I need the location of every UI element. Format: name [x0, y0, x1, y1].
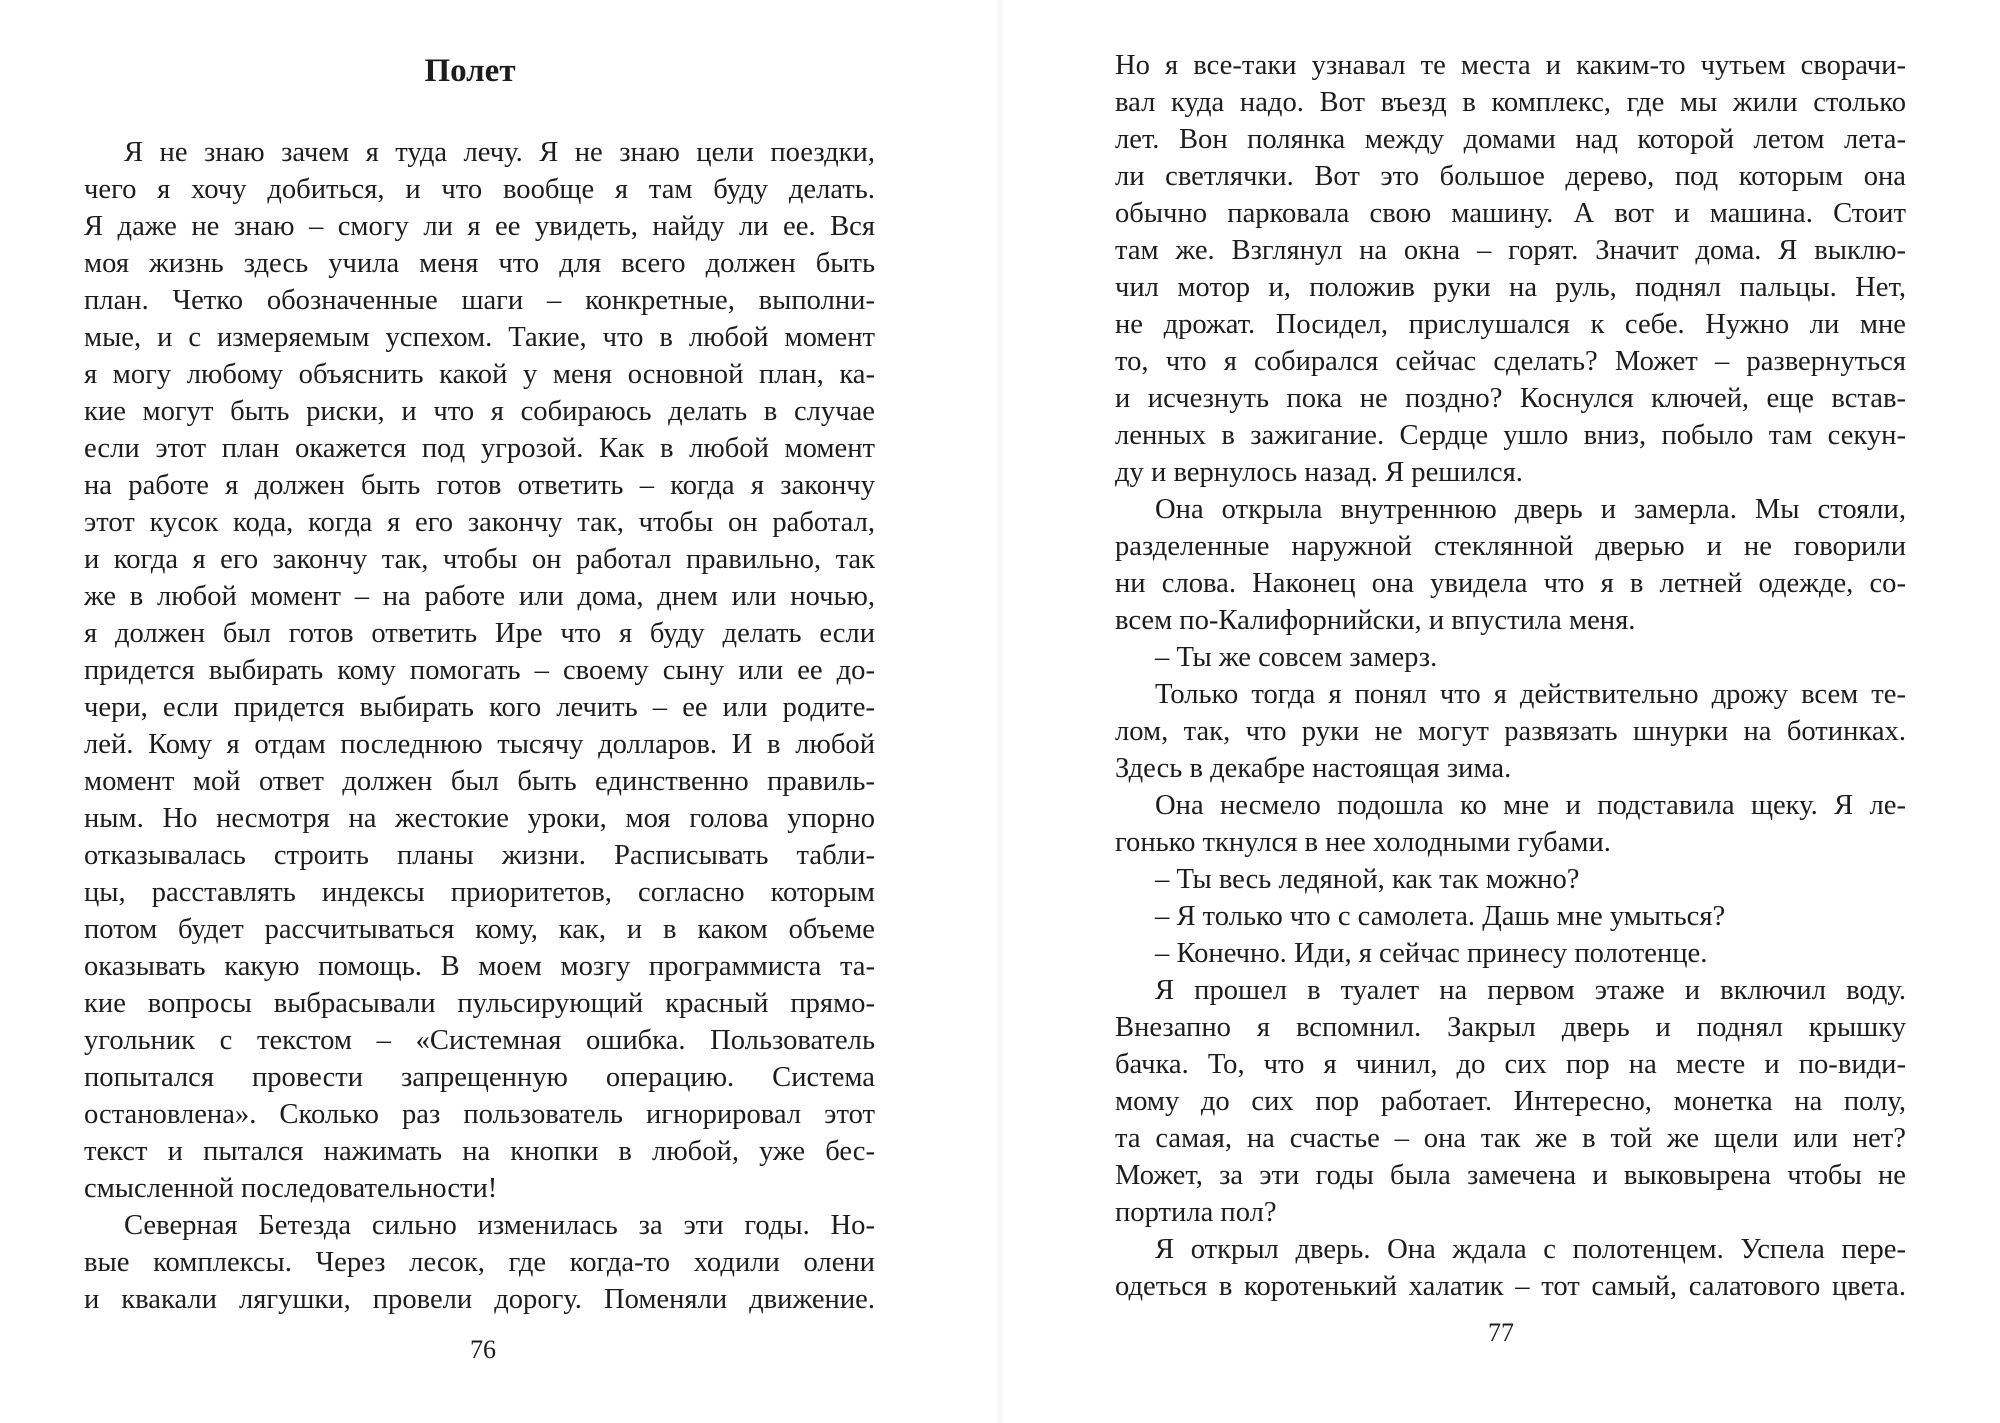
text-line: гонько ткнулся в нее холодными губами.	[1115, 827, 1611, 858]
text-line: мые, и с измеряемым успехом. Такие, что в любой момент	[84, 322, 875, 353]
text-line: ным. Но несмотря на жестокие уроки, моя голова упорно	[84, 803, 875, 834]
text-line: Она несмело подошла ко мне и подставила щеку. Я ле-	[1155, 790, 1906, 821]
text-line: не дрожат. Посидел, прислушался к себе. Нужно ли мне	[1115, 309, 1906, 340]
text-line: кие могут быть риски, и что я собираюсь делать в случае	[84, 396, 875, 427]
text-line: лей. Кому я отдам последнюю тысячу долларов. И в любой	[84, 729, 875, 760]
text-line: момент мой ответ должен был быть единственно правиль-	[84, 766, 875, 797]
text-line: разделенные наружной стеклянной дверью и не говорили	[1115, 531, 1906, 562]
text-line: Я открыл дверь. Она ждала с полотенцем. Успела пере-	[1155, 1234, 1906, 1265]
text-line: Внезапно я вспомнил. Закрыл дверь и поднял крышку	[1115, 1012, 1906, 1043]
text-line: чил мотор и, положив руки на руль, поднял пальцы. Нет,	[1115, 272, 1906, 303]
text-line: я могу любому объяснить какой у меня основной план, ка-	[84, 359, 875, 390]
text-line: вал куда надо. Вот въезд в комплекс, где мы жили столько	[1115, 87, 1906, 118]
text-line: Здесь в декабре настоящая зима.	[1115, 753, 1512, 784]
text-line: угольник с текстом – «Системная ошибка. Пользователь	[84, 1025, 875, 1056]
text-line: ни слова. Наконец она увидела что я в летней одежде, со-	[1115, 568, 1906, 599]
page-number-left: 76	[470, 1335, 496, 1364]
text-line: Я прошел в туалет на первом этаже и включил воду.	[1155, 975, 1906, 1006]
text-line: – Ты весь ледяной, как так можно?	[1155, 864, 1580, 895]
text-line: Может, за эти годы была замечена и выковырена чтобы не	[1115, 1160, 1906, 1191]
text-line: то, что я собирался сейчас сделать? Может – развернуться	[1115, 346, 1906, 377]
text-line: ли светлячки. Вот это большое дерево, под которым она	[1115, 161, 1906, 192]
text-line: потом будет рассчитываться кому, как, и в каком объеме	[84, 914, 875, 945]
text-line: остановлена». Сколько раз пользователь игнорировал этот	[84, 1099, 875, 1130]
chapter-title: Полет	[424, 53, 516, 89]
text-line: Но я все-таки узнавал те места и каким-то чутьем сворачи-	[1115, 50, 1906, 81]
text-line: – Конечно. Иди, я сейчас принесу полотенце.	[1155, 938, 1708, 969]
text-line: чего я хочу добиться, и что вообще я там буду делать.	[84, 174, 875, 205]
text-line: и когда я его закончу так, чтобы он работал правильно, так	[84, 544, 875, 575]
text-line: придется выбирать кому помогать – своему сыну или ее до-	[84, 655, 875, 686]
text-line: цы, расставлять индексы приоритетов, согласно которым	[84, 877, 875, 908]
text-line: там же. Взглянул на окна – горят. Значит дома. Я выклю-	[1115, 235, 1906, 266]
text-line: текст и пытался нажимать на кнопки в любой, уже бес-	[84, 1136, 875, 1167]
text-line: этот кусок кода, когда я его закончу так, чтобы он работал,	[84, 507, 875, 538]
text-line: бачка. То, что я чинил, до сих пор на месте и по-види-	[1115, 1049, 1906, 1080]
text-line: я должен был готов ответить Ире что я буду делать если	[84, 618, 875, 649]
text-line: моя жизнь здесь учила меня что для всего должен быть	[84, 248, 875, 279]
text-line: лом, так, что руки не могут развязать шнурки на ботинках.	[1115, 716, 1906, 747]
page-number-right: 77	[1488, 1318, 1514, 1347]
text-line: мому до сих пор работает. Интересно, монетка на полу,	[1115, 1086, 1906, 1117]
text-line: – Я только что с самолета. Дашь мне умыться?	[1155, 901, 1726, 932]
text-line: всем по-Калифорнийски, и впустила меня.	[1115, 605, 1636, 636]
text-line: на работе я должен быть готов ответить – когда я закончу	[84, 470, 875, 501]
text-line: оказывать какую помощь. В моем мозгу программиста та-	[84, 951, 875, 982]
text-line: портила пол?	[1115, 1197, 1277, 1228]
text-line: попытался провести запрещенную операцию. Система	[84, 1062, 875, 1093]
text-line: кие вопросы выбрасывали пульсирующий красный прямо-	[84, 988, 875, 1019]
text-line: – Ты же совсем замерз.	[1155, 642, 1438, 673]
text-line: Она открыла внутреннюю дверь и замерла. Мы стояли,	[1155, 494, 1906, 525]
text-line: вые комплексы. Через лесок, где когда-то ходили олени	[84, 1247, 875, 1278]
text-line: Только тогда я понял что я действительно дрожу всем те-	[1155, 679, 1906, 710]
text-line: план. Четко обозначенные шаги – конкретные, выполни-	[84, 285, 875, 316]
left-page-text	[84, 134, 875, 1318]
text-line: смысленной последовательности!	[84, 1173, 498, 1204]
text-line: лет. Вон полянка между домами над которой летом лета-	[1115, 124, 1906, 155]
text-line: же в любой момент – на работе или дома, днем или ночью,	[84, 581, 875, 612]
text-line: и квакали лягушки, провели дорогу. Поменяли движение.	[84, 1284, 875, 1315]
text-line: обычно парковала свою машину. А вот и машина. Стоит	[1115, 198, 1906, 229]
text-line: отказывалась строить планы жизни. Расписывать табли-	[84, 840, 875, 871]
text-line: Я даже не знаю – смогу ли я ее увидеть, найду ли ее. Вся	[84, 211, 875, 242]
text-line: одеться в коротенький халатик – тот самый, салатового цвета.	[1115, 1271, 1906, 1302]
right-page-text	[1115, 47, 1906, 1305]
text-line: и исчезнуть пока не поздно? Коснулся ключей, еще встав-	[1115, 383, 1906, 414]
text-line: Северная Бетезда сильно изменилась за эти годы. Но-	[124, 1210, 875, 1241]
text-line: чери, если придется выбирать кого лечить – ее или родите-	[84, 692, 875, 723]
right-page	[1000, 0, 2000, 1423]
text-line: ленных в зажигание. Сердце ушло вниз, побыло там секун-	[1115, 420, 1906, 451]
text-line: ду и вернулось назад. Я решился.	[1115, 457, 1523, 488]
text-line: Я не знаю зачем я туда лечу. Я не знаю цели поездки,	[124, 137, 875, 168]
text-line: если этот план окажется под угрозой. Как в любой момент	[84, 433, 875, 464]
text-line: та самая, на счастье – она так же в той же щели или нет?	[1115, 1123, 1906, 1154]
